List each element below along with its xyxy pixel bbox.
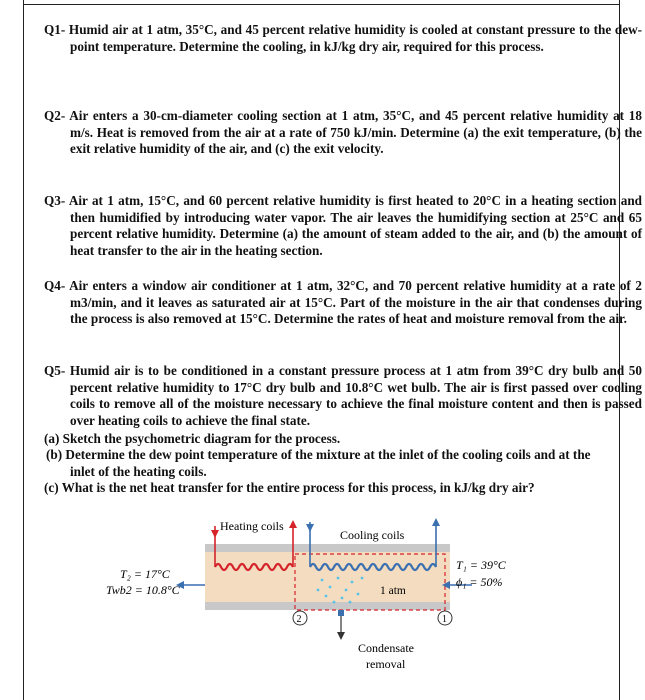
cooling-arrow-up: [432, 518, 440, 526]
inlet-temperature: T₁ = 39°C: [456, 558, 506, 572]
duct-top-wall: [205, 544, 450, 552]
state-2-label: 2: [296, 614, 302, 625]
process-diagram: [100, 512, 540, 692]
cooling-coils-label: Cooling coils: [340, 528, 405, 542]
exit-temperature: T₂ = 17°C: [120, 567, 170, 581]
heating-arrow-down: [211, 530, 219, 538]
question-4: Q4- Air enters a window air conditioner at 1 atm, 32°C, and 70 percent relative humidity at a rate of 2 m3/min, and it leaves as saturated air at 15°C. Part of the moisture in the air that condenses during the process is also removed at 15°C. Determine the rates of heat and moisture removal from the air.: [44, 278, 642, 327]
question-5: Q5- Humid air is to be conditioned in a constant pressure process at 1 atm from 39°C dry bulb and 50 percent relative humidity to 17°C dry bulb and 10.8°C wet bulb. The air is first passed over cooling coils to remove all of the moisture necessary to achieve the final moisture content and then is passed over heating coils to achieve the final state.: [44, 363, 642, 428]
page-top-border: [23, 4, 620, 5]
condensate-label-1: Condensate: [358, 641, 414, 655]
question-5-part-c: (c) What is the net heat transfer for the entire process for this process, in kJ/kg dry air?: [44, 480, 535, 495]
question-5-part-a: (a) Sketch the psychometric diagram for the process.: [44, 431, 341, 446]
question-2: Q2- Air enters a 30-cm-diameter cooling section at 1 atm, 35°C, and 45 percent relative humidity at 18 m/s. Heat is removed from the air at a rate of 750 kJ/min. Determine (a) the exit temperature, (b) the exit relative humidity of the air, and (c) the exit velocity.: [44, 108, 642, 157]
question-3: Q3- Air at 1 atm, 15°C, and 60 percent relative humidity is first heated to 20°C in a heating section and then humidified by introducing water vapor. The air leaves the humidifying section at 25°C and 65 percent relative humidity. Determine (a) the amount of steam added to the air, and (b) the amount of heat transfer to the air in the heating section.: [44, 193, 642, 258]
cooling-arrow-down: [306, 524, 314, 532]
state-1-label: 1: [442, 614, 447, 625]
heating-coils-label: Heating coils: [220, 519, 284, 533]
condensate-arrow: [337, 632, 345, 640]
question-5-part-b: (b) Determine the dew point temperature of the mixture at the inlet of the cooling coils and at the inlet of the heating coils.: [46, 447, 591, 479]
condensate-label-2: removal: [366, 657, 406, 671]
duct-interior: [205, 552, 450, 602]
question-1: Q1- Humid air at 1 atm, 35°C, and 45 percent relative humidity is cooled at constant pressure to the dew-point temperature. Determine the cooling, in kJ/kg dry air, required for this process.: [44, 22, 642, 54]
duct-bottom-wall: [205, 602, 450, 610]
pressure-label: 1 atm: [380, 585, 406, 597]
condensate-drain: [338, 610, 344, 616]
heating-arrow-up: [289, 520, 297, 528]
exit-wet-bulb: Twb2 = 10.8°C: [106, 583, 180, 597]
inlet-humidity: ϕ₁ = 50%: [456, 575, 503, 589]
